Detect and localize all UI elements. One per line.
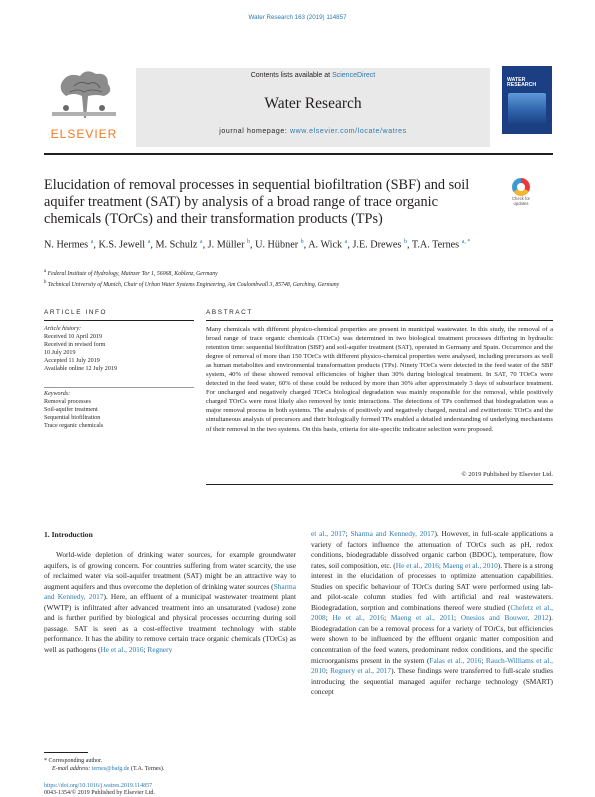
abstract-text: Many chemicals with different physico-chemical properties are present in municipal wastewater. In this study, the removal of a broad range of trace organic chemicals (TOrCs) was determined in two biological treatment processes differing in hydraulic retention time: sequential biofiltration (SBF) and soil-aquifer treatment (SAT), operated in Germany and Spain. Occurrence and the degree of removal of more than 150 TOrCs with different physico-chemical properties were analysed, including precursors as well as human metabolites and environmental transformation products (TPs). Ninety TOrCs were detected in the feed water of the SBF system, 40% of these showed removal efficiencies of higher than 30% during biological treatment. In SAT, 70 TOrCs were detected in the feed water, 60% of these could be reduced by more than 30% after approximately 3 days of subsurface treatment. For uncharged and negatively charged TOrCs biological degradation was mainly responsible for the removal, while positively charged TOrCs were most likely also removed by ionic interactions. The detections of TPs confirmed that biodegradation was a major removal process in both systems. The analysis of positively and negatively charged, neutral and zwitterionic TOrCs and the simultaneous analysis of precursors and their biologically formed TPs enabled a detailed understanding of underlying mechanisms of their removal in the two systems. On this basis, criteria for site-specific indicator selection were proposed. xyxy=(206,326,553,433)
author-affiliation-mark[interactable]: a xyxy=(199,239,203,245)
citation-link[interactable]: He et al., 2016 xyxy=(395,560,439,570)
elsevier-wordmark: ELSEVIER xyxy=(50,127,118,141)
citation-link[interactable]: Maeng et al., 2011 xyxy=(390,613,455,623)
contents-line xyxy=(136,72,490,79)
keyword-item: Sequential biofiltration xyxy=(44,415,101,422)
author-name[interactable]: M. Schulz xyxy=(155,239,198,251)
author-affiliation-mark[interactable]: a xyxy=(344,239,348,245)
author-list xyxy=(44,235,514,252)
author-name[interactable]: J.E. Drewes xyxy=(352,239,402,251)
homepage-prefix: journal homepage: xyxy=(219,128,290,135)
history-item: Accepted 11 July 2019 xyxy=(44,358,100,365)
affiliation-mark: b xyxy=(44,279,47,285)
footnote-rule xyxy=(44,752,88,753)
article-info-heading: ARTICLE INFO xyxy=(44,309,108,316)
corresponding-author-note xyxy=(44,757,294,765)
citation-link[interactable]: Maeng et al., 2010 xyxy=(442,560,498,570)
author-separator: , xyxy=(150,239,156,251)
header-rule xyxy=(44,153,553,155)
history-item: Received in revised form xyxy=(44,342,106,349)
citation-link[interactable]: Rauch-Williams et al., 2010 xyxy=(311,655,554,676)
crossmark-badge[interactable] xyxy=(508,178,534,208)
author-affiliation-mark[interactable]: b xyxy=(247,239,251,245)
footnote-mark: * xyxy=(44,758,47,764)
body-text: ; xyxy=(325,613,333,623)
corresponding-label: Corresponding author. xyxy=(48,758,103,764)
history-label: Article history: xyxy=(44,326,82,332)
journal-cover xyxy=(502,66,552,134)
citation-link[interactable]: He et al., 2016 xyxy=(332,613,385,623)
citation-link[interactable]: Onesios and Bouwer, 2012 xyxy=(460,613,549,623)
intro-right-column xyxy=(311,529,553,698)
keywords-label: Keywords: xyxy=(44,391,71,397)
body-text: ; xyxy=(143,644,148,654)
body-text: ). However, in full-scale applications a variety of factors influence the attenuation of TOrCs such as pH, redox conditions, biodegradable dissolved organic carbon (BDOC), temperature, flow rates, soil composition, etc. ( xyxy=(311,529,553,570)
body-text: ; xyxy=(325,666,331,676)
body-text: World-wide depletion of drinking water sources, for example groundwater aquifers, is of growing concern. For countries suffering from water scarcity, the use of reclaimed water via soil-aquifer treatment (SAT) might be an attractive way to augment aquifers and thus overcome the depletion of drinking water sources ( xyxy=(44,550,296,591)
affiliation-line xyxy=(44,268,544,279)
body-text: ; xyxy=(481,655,486,665)
author-affiliation-mark[interactable]: b xyxy=(403,239,407,245)
citation-link[interactable]: He et al., 2016 xyxy=(100,644,144,654)
body-text: ). Biodegradation can be a removal process for a variety of TOrCs, but efficiencies were shown to be influenced by the effluent organic matter composition and concentration of the feed waters, predominant redox conditions, and the specific microorganisms present in the system ( xyxy=(311,613,553,665)
author-affiliation-mark[interactable]: a xyxy=(90,239,94,245)
author-separator: , xyxy=(250,239,256,251)
history-item: 10 July 2019 xyxy=(44,350,76,357)
email-label: E-mail address: xyxy=(52,766,92,773)
crossmark-icon xyxy=(512,178,530,196)
article-info-rule xyxy=(44,320,194,321)
article-history xyxy=(44,325,194,374)
article-info-divider xyxy=(44,387,194,388)
keyword-item: Removal processes xyxy=(44,399,91,406)
author-name[interactable]: A. Wick xyxy=(308,239,343,251)
affiliation-mark: a xyxy=(44,269,47,274)
author-affiliation-mark[interactable]: a xyxy=(147,239,151,245)
cover-graphic xyxy=(508,93,546,125)
elsevier-logo xyxy=(44,66,130,150)
body-text: ). Here, an effluent of a municipal wastewater treatment plant (WWTP) is infiltrated after advanced treatment into an unsaturated (vadose) zone and is further purified by biological and physical processes occurring during soil passage. SAT is seen as a cost-effective treatment technology with stable performance. It has the ability to remove certain trace organic chemicals (TOrCs) as well as pathogens ( xyxy=(44,592,296,654)
author-separator: , xyxy=(202,239,208,251)
affiliation-text: Federal Institute of Hydrology, Mainzer Tor 1, 56068, Koblenz, Germany xyxy=(47,270,218,277)
citation-link[interactable]: Falas et al., 2016 xyxy=(429,655,482,665)
article-title: Elucidation of removal processes in sequential biofiltration (SBF) and soil aquifer treatment (SAT) by analysis of a broad range of trace organic chemicals (TOrCs) and their transformation products (TPs) xyxy=(44,177,470,227)
author-name[interactable]: K.S. Jewell xyxy=(98,239,146,251)
body-text: ; xyxy=(438,560,443,570)
author-separator: , xyxy=(93,239,99,251)
crossmark-label: Check for updates xyxy=(512,196,530,206)
issn-line: 0043-1354/© 2019 Published by Elsevier Ltd. xyxy=(44,790,155,796)
sciencedirect-link[interactable]: ScienceDirect xyxy=(332,72,376,79)
journal-reference[interactable]: Water Research 163 (2019) 114857 xyxy=(248,14,347,21)
body-text: ; xyxy=(384,613,391,623)
intro-left-column xyxy=(44,550,296,655)
abstract-rule xyxy=(206,320,553,321)
body-text: ). There is a strong interest in the elucidation of processes to optimize attenuation capabilities. Studies on specific behaviour of TOrCs during SAT were performed using lab- and pilot-scale column studies fed with artificial and real wastewaters. Biodegradation, sorption and combinations thereof were studied ( xyxy=(311,560,553,612)
journal-title: Water Research xyxy=(264,95,362,112)
email-suffix: (T.A. Ternes). xyxy=(129,766,165,773)
affiliation-line xyxy=(44,279,544,290)
email-link[interactable]: ternes@bafg.de xyxy=(91,766,130,773)
author-affiliation-mark[interactable]: a, * xyxy=(461,239,471,245)
keyword-items xyxy=(44,398,194,430)
author-name[interactable]: T.A. Ternes xyxy=(411,239,460,251)
citation-link[interactable]: Sharma and Kennedy, 2017 xyxy=(350,529,435,538)
cover-title: WATER RESEARCH xyxy=(507,77,537,89)
citation-link[interactable]: Sharma and Kennedy, 2017 xyxy=(44,581,296,602)
email-note xyxy=(44,765,294,773)
author-affiliation-mark[interactable]: b xyxy=(300,239,304,245)
footnote xyxy=(44,757,294,774)
author-name[interactable]: N. Hermes xyxy=(44,239,89,251)
keyword-item: Soil-aquifer treatment xyxy=(44,407,98,414)
body-text: ). These findings were transferred to full-scale studies introducing the sequential managed aquifer recharge technology (SMART) concept xyxy=(311,666,553,697)
body-text: ; xyxy=(454,613,461,623)
affiliation-text: Technical University of Munich, Chair of Urban Water Systems Engineering, Am Coulombwall 3, 85748, Garching, Germany xyxy=(47,281,340,288)
history-items xyxy=(44,333,194,373)
author-name[interactable]: J. Müller xyxy=(207,239,245,251)
keyword-item: Trace organic chemicals xyxy=(44,423,104,430)
contents-prefix: Contents lists available at xyxy=(250,72,333,79)
homepage-link[interactable]: www.elsevier.com/locate/watres xyxy=(289,128,407,135)
author-separator: , xyxy=(303,239,309,251)
elsevier-tree-icon xyxy=(44,66,124,120)
history-item: Available online 12 July 2019 xyxy=(44,366,117,373)
citation-link[interactable]: Chefetz et al., 2008 xyxy=(311,602,553,623)
citation-link[interactable]: et al., 2017 xyxy=(311,529,346,538)
affiliations xyxy=(44,268,544,289)
copyright-notice: © 2019 Published by Elsevier Ltd. xyxy=(461,471,553,478)
author-name[interactable]: U. Hübner xyxy=(255,239,299,251)
author-separator: , xyxy=(347,239,353,251)
introduction-heading: 1. Introduction xyxy=(44,530,93,539)
history-item: Received 10 April 2019 xyxy=(44,334,103,341)
citation-link[interactable]: Regnery xyxy=(147,644,173,654)
author-separator: , xyxy=(406,239,410,251)
doi-link[interactable]: https://doi.org/10.1016/j.watres.2019.114857 xyxy=(44,783,153,789)
abstract-bottom-rule xyxy=(206,484,553,485)
homepage-line xyxy=(136,128,490,135)
abstract-heading: ABSTRACT xyxy=(206,309,253,316)
keywords xyxy=(44,390,194,430)
body-text: ; xyxy=(345,529,351,538)
citation-link[interactable]: Regnery et al., 2017 xyxy=(330,666,392,676)
